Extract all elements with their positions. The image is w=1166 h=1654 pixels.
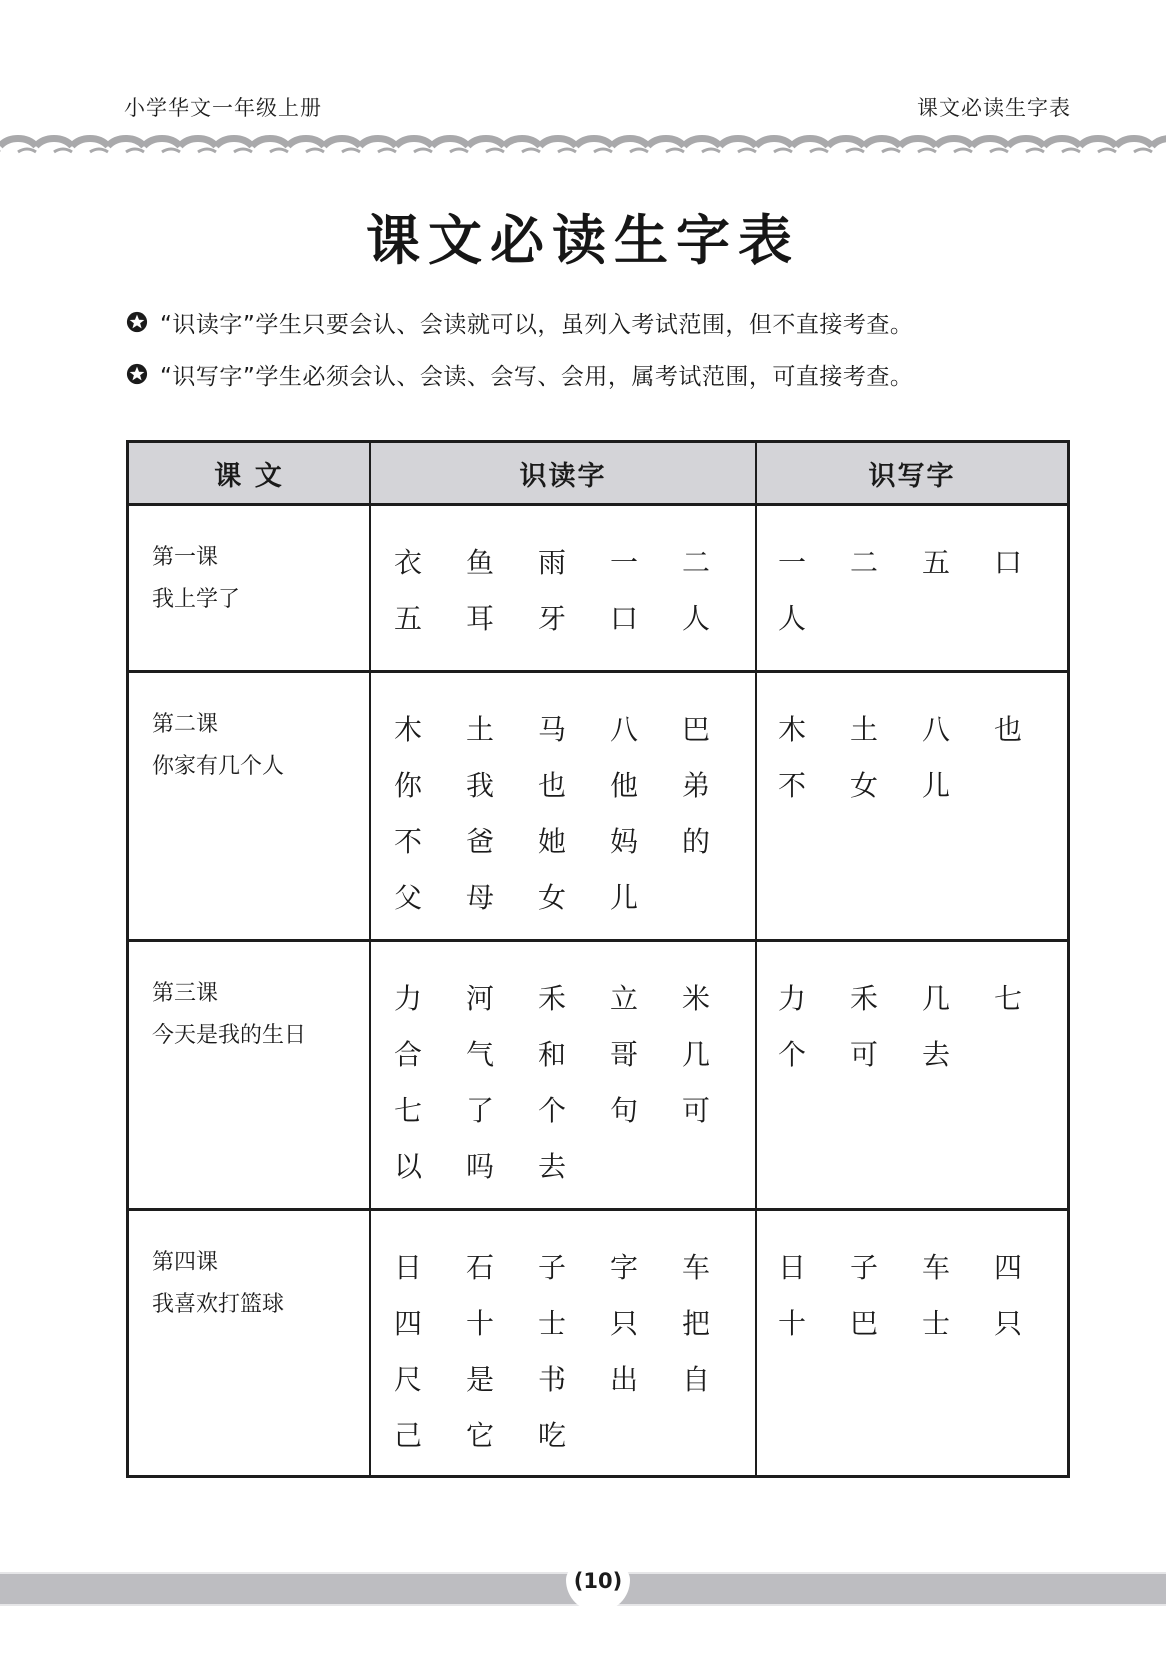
character: 的 [682,825,711,858]
lesson-title: 我喜欢打篮球 [152,1292,285,1317]
character: 力 [778,982,807,1015]
lesson-cell [128,672,371,941]
character: 士 [538,1307,567,1340]
write-chars-grid [758,943,1066,1083]
write-chars-cell [756,505,1069,672]
character: 不 [394,825,423,858]
character: 句 [610,1094,639,1127]
character: 书 [538,1363,567,1396]
star-icon [126,311,148,333]
character: 以 [394,1150,423,1183]
character: 也 [538,769,567,802]
character: 母 [466,881,495,914]
character: 土 [466,713,495,746]
character: 合 [394,1038,423,1071]
character: 几 [922,982,951,1015]
vocab-table [126,440,1070,1478]
character: 爸 [466,825,495,858]
lesson-info [130,943,368,1057]
section-title: 课文必读生字表 [917,96,1071,120]
character: 不 [778,769,807,802]
write-chars-cell [756,672,1069,941]
character: 一 [778,546,807,579]
character: 禾 [538,982,567,1015]
character: 木 [394,713,423,746]
character: 一 [610,546,639,579]
page-number: (10) [566,1558,630,1612]
character: 河 [466,982,495,1015]
read-chars-cell [370,505,756,672]
character: 鱼 [466,546,495,579]
character: 吃 [538,1419,567,1452]
write-chars-grid [758,674,1066,814]
note-item [126,348,1076,400]
read-chars-grid [372,674,754,926]
table-row [128,672,1069,941]
write-chars-grid [758,1212,1066,1352]
character: 只 [994,1307,1023,1340]
read-chars-cell [370,1210,756,1477]
character: 女 [538,881,567,914]
lesson-title: 今天是我的生日 [152,1023,307,1048]
character: 四 [994,1251,1023,1284]
character: 土 [850,713,879,746]
character: 把 [682,1307,711,1340]
write-chars-grid [758,507,1066,647]
read-chars-cell [370,941,756,1210]
character: 十 [778,1307,807,1340]
character: 你 [394,769,423,802]
character: 八 [610,713,639,746]
notes-list [126,296,1076,400]
character: 巴 [682,713,711,746]
character: 它 [466,1419,495,1452]
read-chars-grid [372,943,754,1195]
character: 吗 [466,1150,495,1183]
character: 气 [466,1038,495,1071]
character: 妈 [610,825,639,858]
note-text: “识写字”学生必须会认、会读、会写、会用，属考试范围，可直接考查。 [160,363,914,390]
character: 八 [922,713,951,746]
lesson-number: 第三课 [152,981,219,1006]
lesson-title: 你家有几个人 [152,754,285,779]
character: 哥 [610,1038,639,1071]
character: 日 [394,1251,423,1284]
lesson-number: 第一课 [152,545,219,570]
write-chars-cell [756,1210,1069,1477]
character: 她 [538,825,567,858]
read-chars-cell [370,672,756,941]
character: 出 [610,1363,639,1396]
character: 车 [922,1251,951,1284]
character: 儿 [922,769,951,802]
character: 子 [850,1251,879,1284]
character: 了 [466,1094,495,1127]
read-chars-grid [372,507,754,647]
character: 自 [682,1363,711,1396]
character: 四 [394,1307,423,1340]
character: 个 [538,1094,567,1127]
lesson-info [130,507,368,621]
book-title: 小学华文一年级上册 [124,96,322,120]
character: 是 [466,1363,495,1396]
character: 个 [778,1038,807,1071]
note-item [126,296,1076,348]
table-row [128,505,1069,672]
character: 我 [466,769,495,802]
character: 车 [682,1251,711,1284]
write-chars-cell [756,941,1069,1210]
character: 己 [394,1419,423,1452]
character: 日 [778,1251,807,1284]
read-chars-grid [372,1212,754,1464]
character: 石 [466,1251,495,1284]
character: 禾 [850,982,879,1015]
character: 马 [538,713,567,746]
character: 口 [994,546,1023,579]
character: 雨 [538,546,567,579]
character: 人 [682,602,711,635]
page-title: 课文必读生字表 [366,209,800,272]
character: 口 [610,602,639,635]
wave-divider [0,132,1166,154]
character: 衣 [394,546,423,579]
lesson-cell [128,1210,371,1477]
table-row [128,1210,1069,1477]
character: 和 [538,1038,567,1071]
character: 力 [394,982,423,1015]
character: 士 [922,1307,951,1340]
header-write-chars: 识写字 [756,442,1069,505]
lesson-cell [128,505,371,672]
character: 父 [394,881,423,914]
table-header-row [128,442,1069,505]
character: 二 [682,546,711,579]
character: 尺 [394,1363,423,1396]
character: 二 [850,546,879,579]
lesson-number: 第二课 [152,712,219,737]
character: 子 [538,1251,567,1284]
character: 他 [610,769,639,802]
character: 只 [610,1307,639,1340]
character: 七 [994,982,1023,1015]
star-icon [126,363,148,385]
character: 米 [682,982,711,1015]
character: 十 [466,1307,495,1340]
character: 七 [394,1094,423,1127]
character: 去 [538,1150,567,1183]
character: 也 [994,713,1023,746]
character: 牙 [538,602,567,635]
character: 可 [682,1094,711,1127]
header-lesson: 课 文 [128,442,371,505]
character: 立 [610,982,639,1015]
character: 人 [778,602,807,635]
character: 木 [778,713,807,746]
character: 弟 [682,769,711,802]
table-row [128,941,1069,1210]
character: 可 [850,1038,879,1071]
lesson-info [130,674,368,788]
character: 去 [922,1038,951,1071]
character: 字 [610,1251,639,1284]
lesson-title: 我上学了 [152,587,241,612]
note-text: “识读字”学生只要会认、会读就可以，虽列入考试范围，但不直接考查。 [160,311,914,338]
character: 女 [850,769,879,802]
character: 几 [682,1038,711,1071]
character: 耳 [466,602,495,635]
character: 五 [394,602,423,635]
character: 儿 [610,881,639,914]
lesson-cell [128,941,371,1210]
header-read-chars: 识读字 [370,442,756,505]
lesson-info [130,1212,368,1326]
character: 巴 [850,1307,879,1340]
lesson-number: 第四课 [152,1250,219,1275]
character: 五 [922,546,951,579]
